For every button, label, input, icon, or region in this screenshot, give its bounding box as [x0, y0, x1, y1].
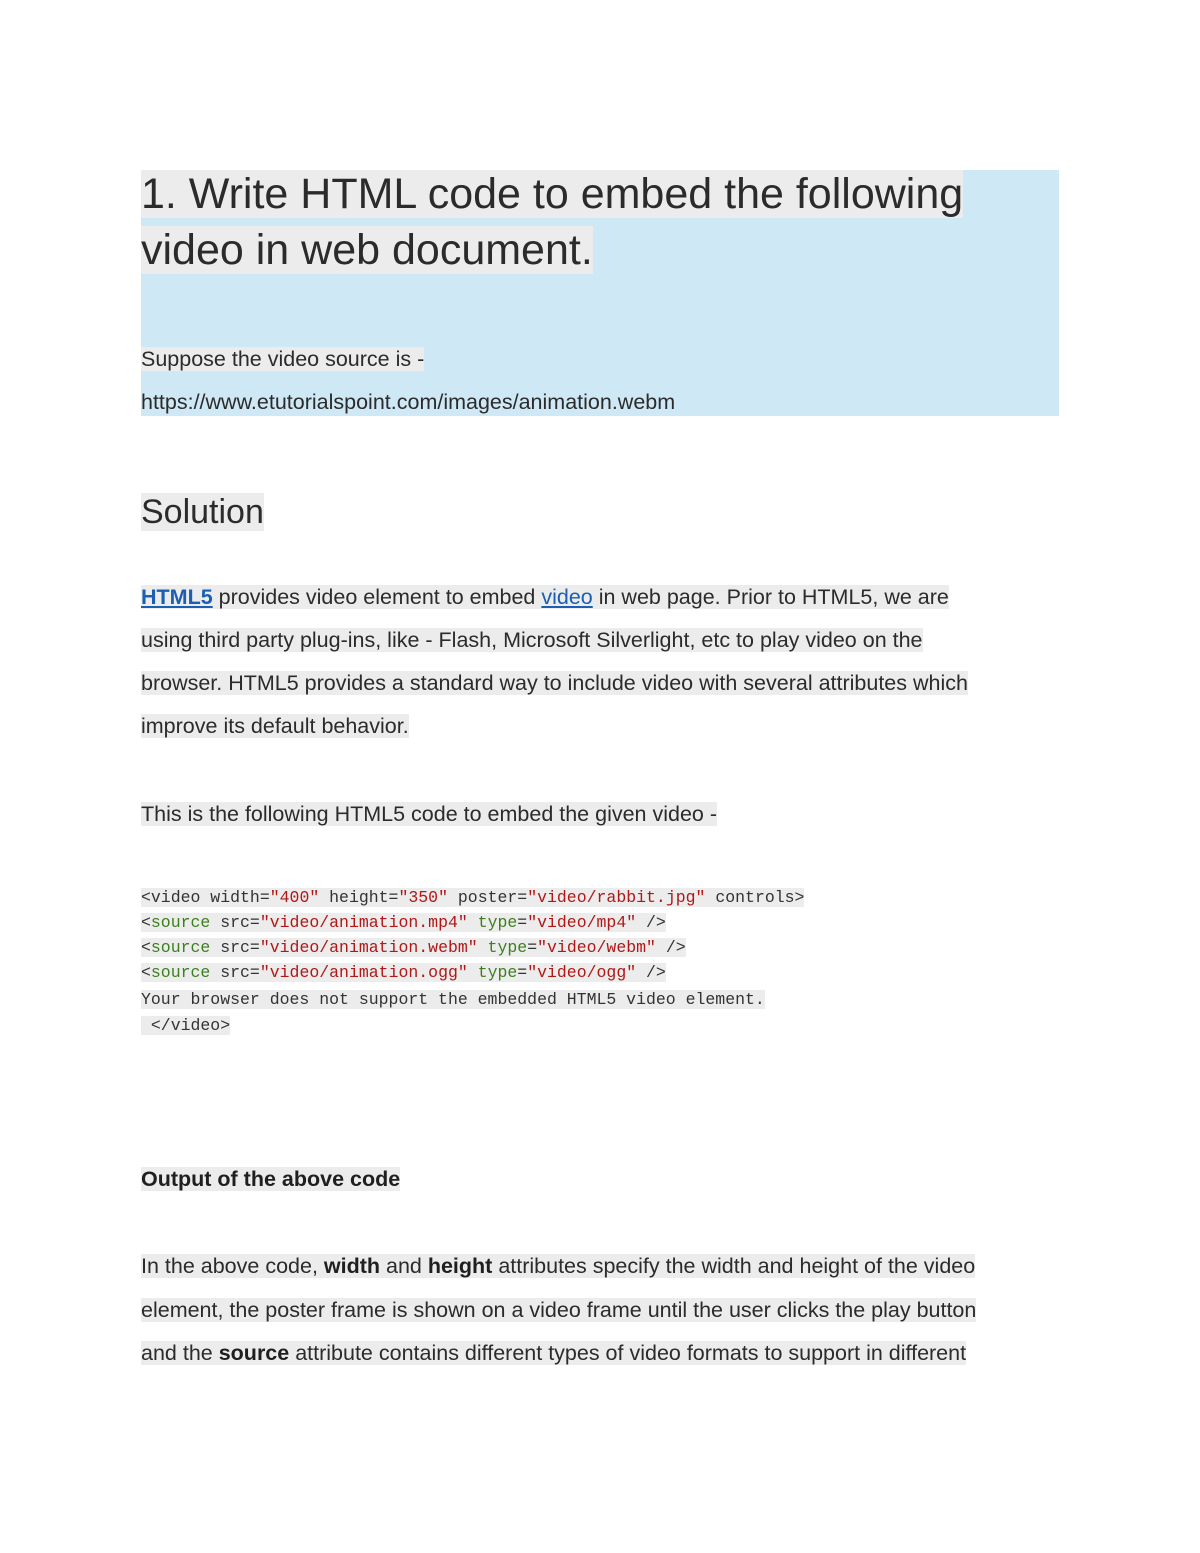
source-intro: Suppose the video source is -: [141, 347, 425, 371]
solution-para1-line4: improve its default behavior.: [141, 714, 409, 738]
solution-heading: Solution: [141, 493, 264, 531]
code-line-2: <source src="video/animation.mp4" type="video/mp4" />: [141, 913, 666, 932]
code-line-3: <source src="video/animation.webm" type="video/webm" />: [141, 938, 686, 957]
output-para-line3: and the source attribute contains different types of video formats to support in different: [141, 1341, 967, 1365]
source-url: https://www.etutorialspoint.com/images/animation.webm: [141, 390, 676, 414]
solution-para1-line3: browser. HTML5 provides a standard way to include video with several attributes which: [141, 671, 968, 695]
output-para-line2: element, the poster frame is shown on a video frame until the user clicks the play button: [141, 1298, 977, 1322]
code-line-6: </video>: [141, 1016, 231, 1035]
code-line-1: <video width="400" height="350" poster="video/rabbit.jpg" controls>: [141, 888, 805, 907]
solution-para1-line2: using third party plug-ins, like - Flash, Microsoft Silverlight, etc to play video on the: [141, 628, 923, 652]
output-heading: Output of the above code: [141, 1167, 401, 1191]
html5-link[interactable]: HTML5: [141, 585, 213, 609]
output-para-line1: In the above code, width and height attributes specify the width and height of the video: [141, 1254, 976, 1278]
code-line-5: Your browser does not support the embedded HTML5 video element.: [141, 990, 765, 1009]
question-title: 1. Write HTML code to embed the following video in web document.: [141, 170, 964, 274]
solution-para2: This is the following HTML5 code to embed the given video -: [141, 802, 718, 826]
video-link[interactable]: video: [541, 585, 593, 609]
solution-para1-line1: HTML5 provides video element to embed video in web page. Prior to HTML5, we are: [141, 585, 949, 609]
code-line-4: <source src="video/animation.ogg" type="video/ogg" />: [141, 963, 666, 982]
